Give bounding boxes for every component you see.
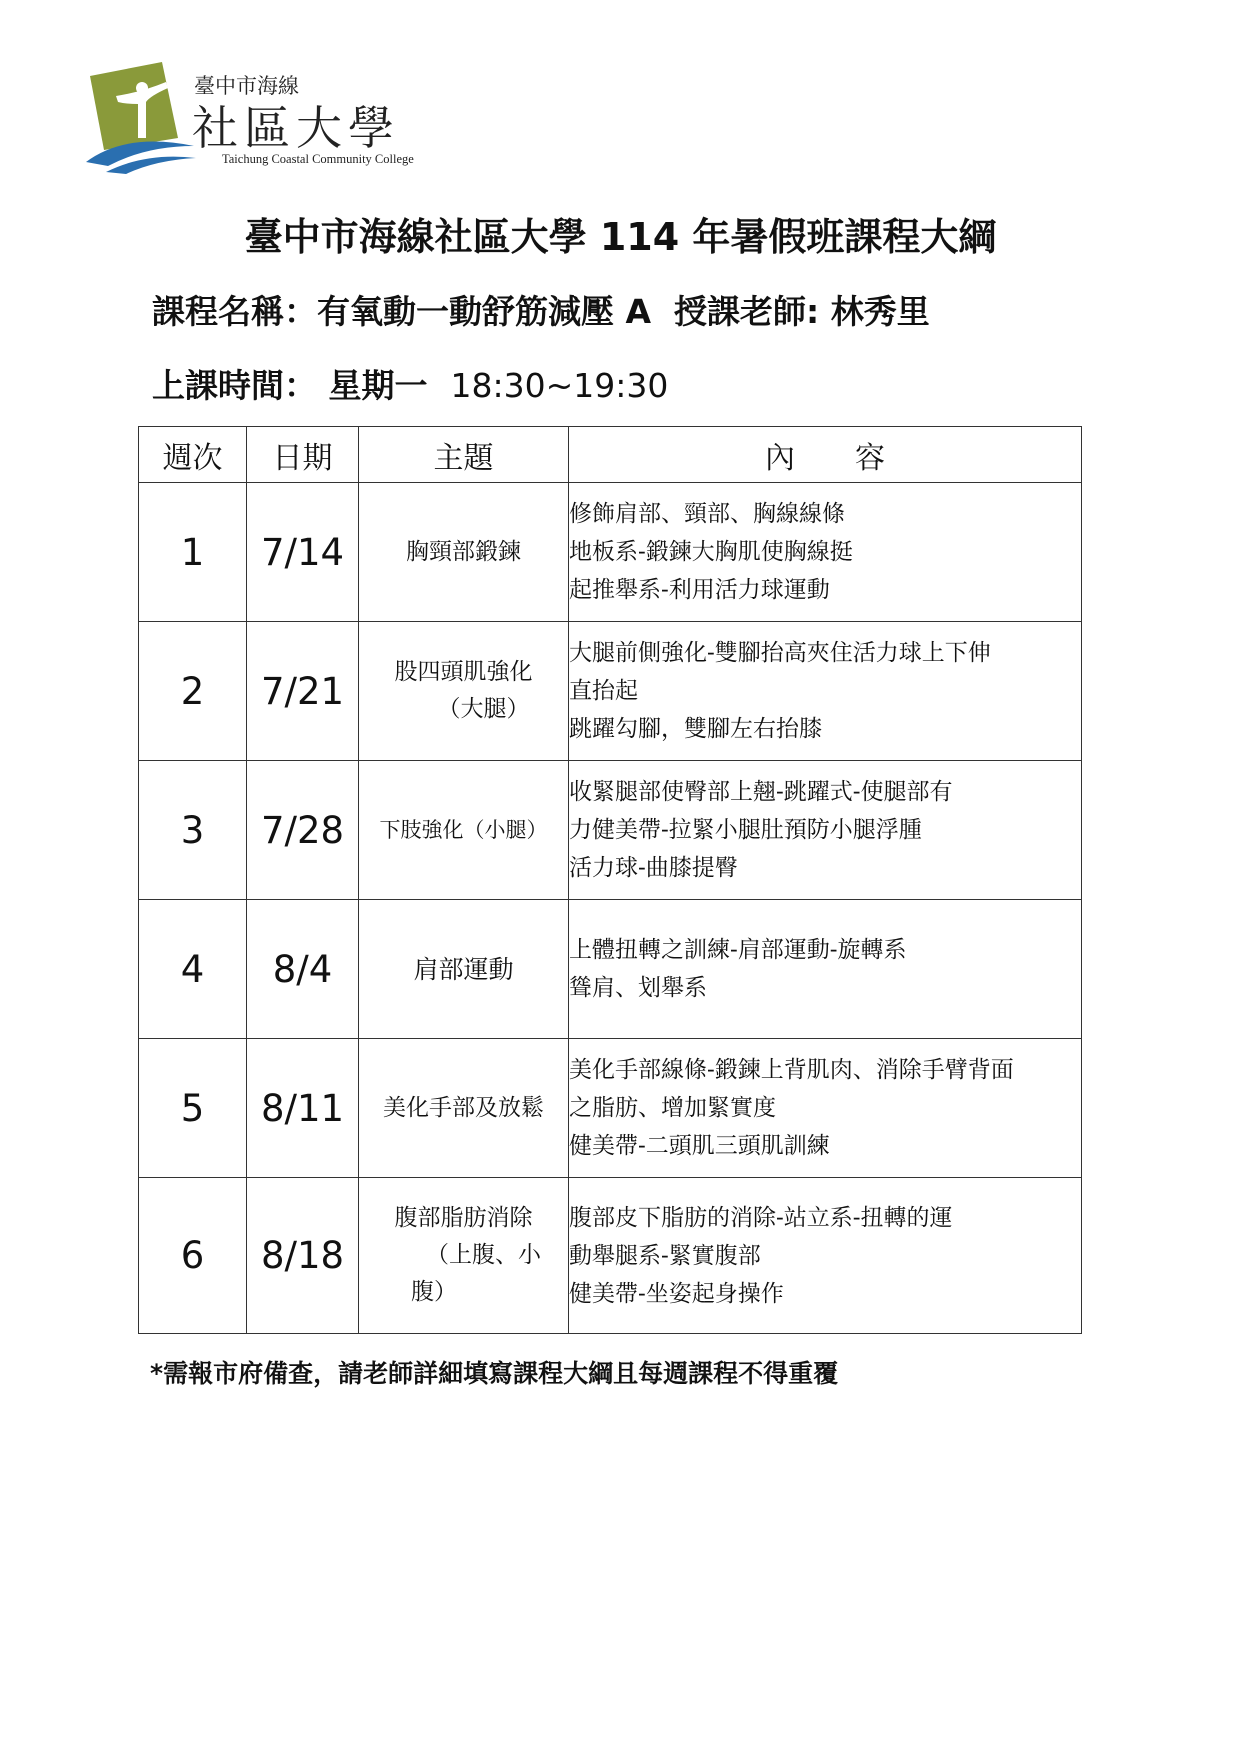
content-line: 健美帶-坐姿起身操作 bbox=[569, 1280, 784, 1307]
date-cell: 8/11 bbox=[247, 1039, 359, 1178]
topic-text: 腹部脂肪消除 bbox=[394, 1205, 533, 1231]
content-line: 修飾肩部、頸部、胸線線條 bbox=[569, 501, 845, 527]
week-cell: 6 bbox=[139, 1178, 247, 1334]
content-cell bbox=[569, 622, 1082, 761]
schedule-time: 18:30~19:30 bbox=[450, 366, 669, 405]
table-row bbox=[139, 483, 1082, 622]
topic-cell: 胸頸部鍛鍊 bbox=[359, 483, 569, 622]
content-line: 健美帶-二頭肌三頭肌訓練 bbox=[569, 1133, 830, 1159]
teacher-label: 授課老師: bbox=[674, 292, 820, 331]
logo-big-text: 社區大學 bbox=[192, 101, 400, 155]
content-line: 美化手部線條-鍛鍊上背肌肉、消除手臂背面 bbox=[569, 1057, 1014, 1083]
table-row bbox=[139, 900, 1082, 1039]
content-line: 聳肩、划舉系 bbox=[569, 975, 707, 1001]
content-line: 直抬起 bbox=[569, 678, 638, 704]
content-line: 收緊腿部使臀部上翹-跳躍式-使腿部有 bbox=[569, 779, 953, 805]
schedule-line bbox=[152, 360, 668, 407]
content-line: 起推舉系-利用活力球運動 bbox=[569, 577, 830, 603]
topic-cell bbox=[359, 1178, 569, 1334]
header-content: 內 容 bbox=[569, 427, 1082, 483]
course-name-label: 課程名稱： bbox=[152, 292, 317, 331]
header-week: 週次 bbox=[139, 427, 247, 483]
footnote: *需報市府備查，請老師詳細填寫課程大綱且每週課程不得重覆 bbox=[150, 1359, 839, 1388]
schedule-label: 上課時間： bbox=[152, 366, 317, 405]
topic-subtext: （上腹、小 bbox=[426, 1242, 541, 1268]
content-cell bbox=[569, 483, 1082, 622]
date-cell: 7/28 bbox=[247, 761, 359, 900]
topic-cell: 下肢強化（小腿） bbox=[359, 761, 569, 900]
course-info-line bbox=[152, 286, 930, 333]
content-line: 之脂肪、增加緊實度 bbox=[569, 1095, 776, 1121]
week-cell: 2 bbox=[139, 622, 247, 761]
week-cell: 5 bbox=[139, 1039, 247, 1178]
schedule-day: 星期一 bbox=[328, 366, 428, 405]
content-cell bbox=[569, 900, 1082, 1039]
header-topic: 主題 bbox=[359, 427, 569, 483]
content-line: 上體扭轉之訓練-肩部運動-旋轉系 bbox=[569, 937, 907, 963]
logo-small-text: 臺中市海線 bbox=[194, 74, 299, 98]
header-date: 日期 bbox=[247, 427, 359, 483]
table-row bbox=[139, 1178, 1082, 1334]
content-cell bbox=[569, 1039, 1082, 1178]
content-line: 力健美帶-拉緊小腿肚預防小腿浮腫 bbox=[569, 817, 922, 843]
table-row bbox=[139, 1039, 1082, 1178]
date-cell: 8/4 bbox=[247, 900, 359, 1039]
logo-english-text: Taichung Coastal Community College bbox=[222, 152, 414, 166]
content-line: 跳躍勾腳，雙腳左右抬膝 bbox=[569, 716, 822, 742]
logo-emblem-icon bbox=[86, 62, 196, 174]
content-line: 動舉腿系-緊實腹部 bbox=[569, 1242, 761, 1269]
topic-cell bbox=[359, 622, 569, 761]
teacher-name: 林秀里 bbox=[830, 292, 930, 331]
course-name: 有氧動一動舒筋減壓 A bbox=[317, 292, 652, 331]
topic-cell: 美化手部及放鬆 bbox=[359, 1039, 569, 1178]
table-row bbox=[139, 761, 1082, 900]
date-cell: 7/21 bbox=[247, 622, 359, 761]
content-line: 大腿前側強化-雙腳抬高夾住活力球上下伸 bbox=[569, 640, 991, 666]
week-cell: 1 bbox=[139, 483, 247, 622]
content-line: 腹部皮下脂肪的消除-站立系-扭轉的運 bbox=[569, 1204, 953, 1231]
topic-text: 股四頭肌強化 bbox=[394, 659, 533, 685]
topic-subtext: （大腿） bbox=[437, 696, 530, 722]
content-line: 地板系-鍛鍊大胸肌使胸線挺 bbox=[569, 539, 853, 565]
topic-cell: 肩部運動 bbox=[359, 900, 569, 1039]
content-line: 活力球-曲膝提臀 bbox=[569, 855, 738, 881]
week-cell: 3 bbox=[139, 761, 247, 900]
date-cell: 8/18 bbox=[247, 1178, 359, 1334]
topic-subtext: 腹） bbox=[411, 1279, 457, 1305]
table-row bbox=[139, 622, 1082, 761]
syllabus-table bbox=[138, 426, 1082, 1334]
page-title: 臺中市海線社區大學 114 年暑假班課程大綱 bbox=[244, 215, 997, 259]
content-cell bbox=[569, 1178, 1082, 1334]
week-cell: 4 bbox=[139, 900, 247, 1039]
table-header-row bbox=[139, 427, 1082, 483]
date-cell: 7/14 bbox=[247, 483, 359, 622]
college-logo bbox=[86, 62, 446, 174]
content-cell bbox=[569, 761, 1082, 900]
